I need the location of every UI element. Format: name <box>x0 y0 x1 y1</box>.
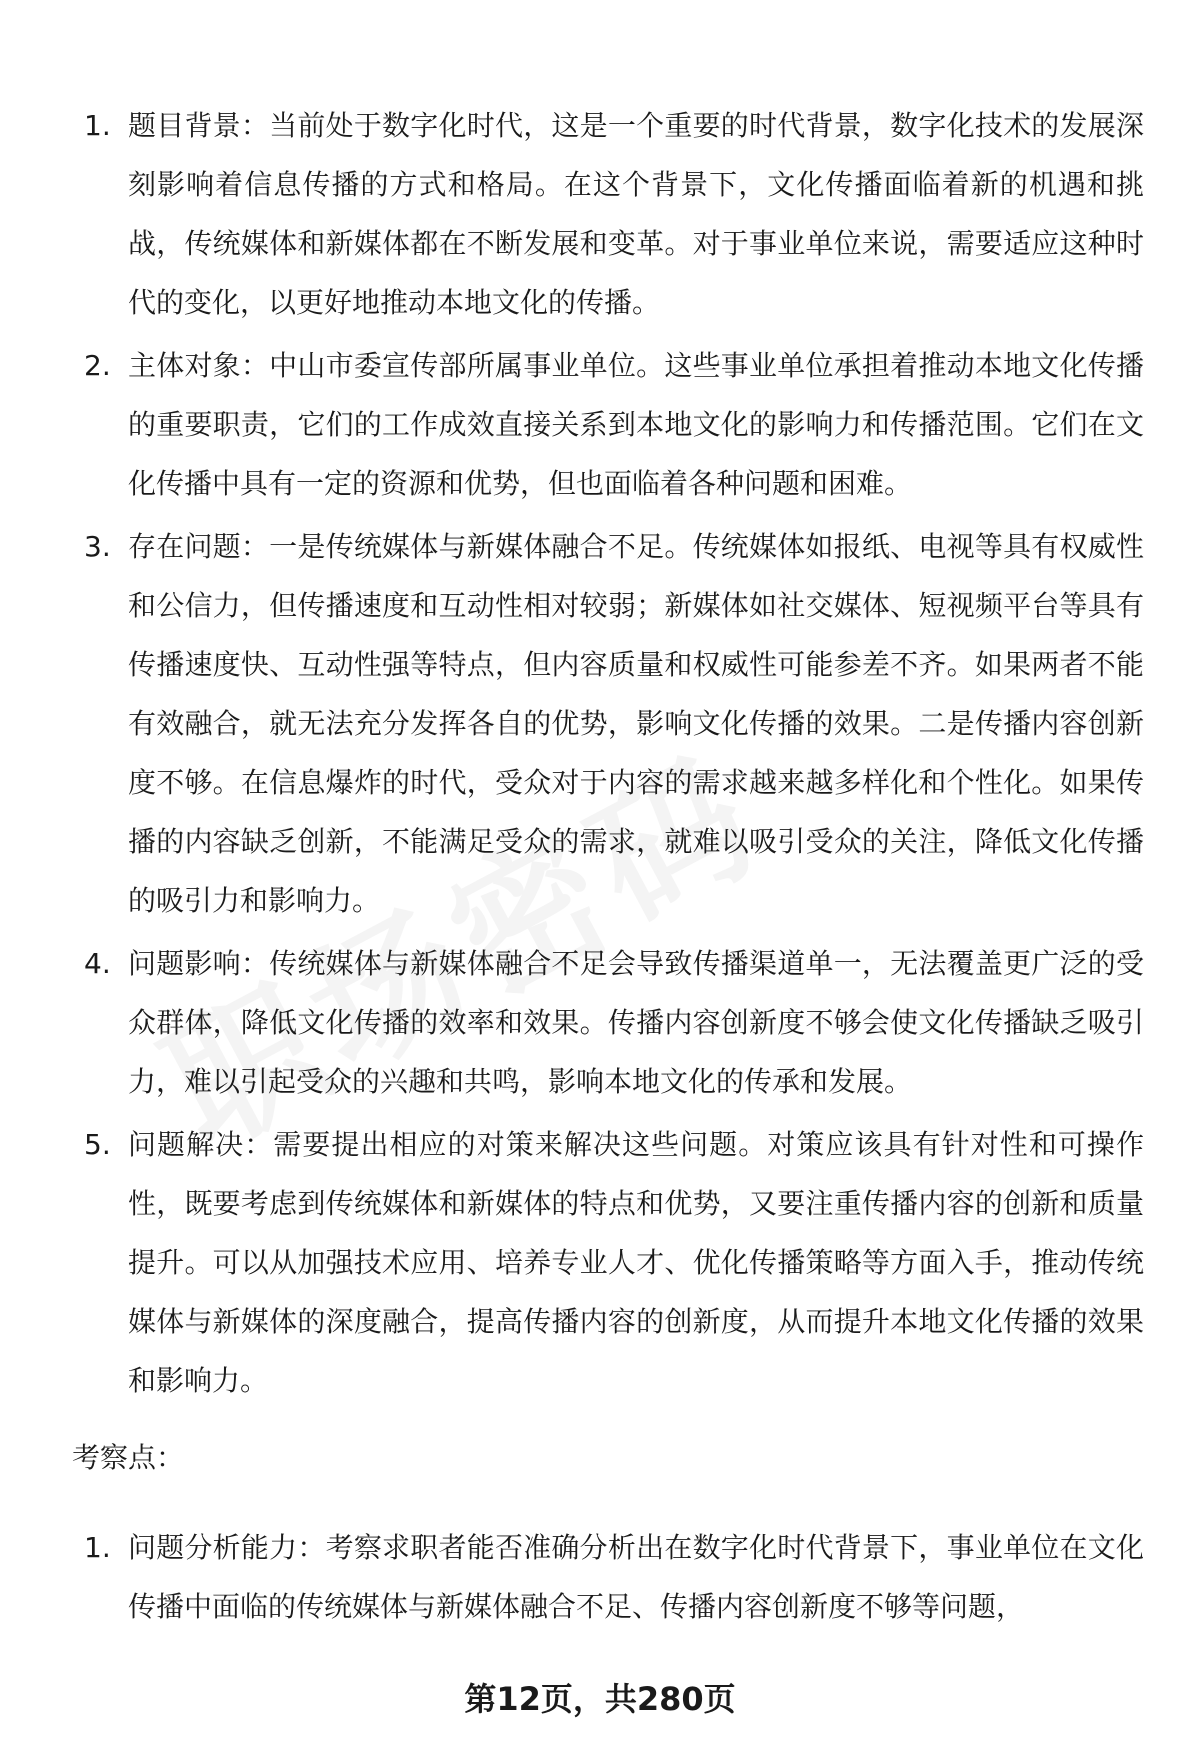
list-item <box>84 1115 1144 1410</box>
item-text: 存在问题：一是传统媒体与新媒体融合不足。传统媒体如报纸、电视等具有权威性和公信力，但传播速度和互动性相对较弱；新媒体如社交媒体、短视频平台等具有传播速度快、互动性强等特点，但内容质量和权威性可能参差不齐。如果两者不能有效融合，就无法充分发挥各自的优势，影响文化传播的效果。二是传播内容创新度不够。在信息爆炸的时代，受众对于内容的需求越来越多样化和个性化。如果传播的内容缺乏创新，不能满足受众的需求，就难以吸引受众的关注，降低文化传播的吸引力和影响力。 <box>128 530 1144 917</box>
list-item <box>84 336 1144 513</box>
item-text: 题目背景：当前处于数字化时代，这是一个重要的时代背景，数字化技术的发展深刻影响着信息传播的方式和格局。在这个背景下，文化传播面临着新的机遇和挑战，传统媒体和新媒体都在不断发展和变革。对于事业单位来说，需要适应这种时代的变化，以更好地推动本地文化的传播。 <box>128 109 1144 319</box>
section-heading: 考察点： <box>72 1441 185 1474</box>
item-number: 2. <box>84 349 111 382</box>
item-number: 1. <box>84 109 111 142</box>
list-item <box>84 934 1144 1111</box>
background-list <box>84 96 1144 1414</box>
item-number: 1. <box>84 1531 111 1564</box>
item-number: 5. <box>84 1128 111 1161</box>
item-text: 问题分析能力：考察求职者能否准确分析出在数字化时代背景下，事业单位在文化传播中面临的传统媒体与新媒体融合不足、传播内容创新度不够等问题， <box>128 1531 1144 1623</box>
item-text: 问题影响：传统媒体与新媒体融合不足会导致传播渠道单一，无法覆盖更广泛的受众群体，降低文化传播的效率和效果。传播内容创新度不够会使文化传播缺乏吸引力，难以引起受众的兴趣和共鸣，影响本地文化的传承和发展。 <box>128 947 1144 1098</box>
item-number: 3. <box>84 530 111 563</box>
list-item <box>84 517 1144 930</box>
item-text: 问题解决：需要提出相应的对策来解决这些问题。对策应该具有针对性和可操作性，既要考虑到传统媒体和新媒体的特点和优势，又要注重传播内容的创新和质量提升。可以从加强技术应用、培养专业人才、优化传播策略等方面入手，推动传统媒体与新媒体的深度融合，提高传播内容的创新度，从而提升本地文化传播的效果和影响力。 <box>128 1128 1144 1397</box>
list-item <box>84 1518 1144 1636</box>
page-number: 第12页，共280页 <box>464 1680 736 1718</box>
item-text: 主体对象：中山市委宣传部所属事业单位。这些事业单位承担着推动本地文化传播的重要职责，它们的工作成效直接关系到本地文化的影响力和传播范围。它们在文化传播中具有一定的资源和优势，但也面临着各种问题和困难。 <box>128 349 1144 500</box>
item-number: 4. <box>84 947 111 980</box>
exam-points-list <box>84 1518 1144 1640</box>
list-item <box>84 96 1144 332</box>
